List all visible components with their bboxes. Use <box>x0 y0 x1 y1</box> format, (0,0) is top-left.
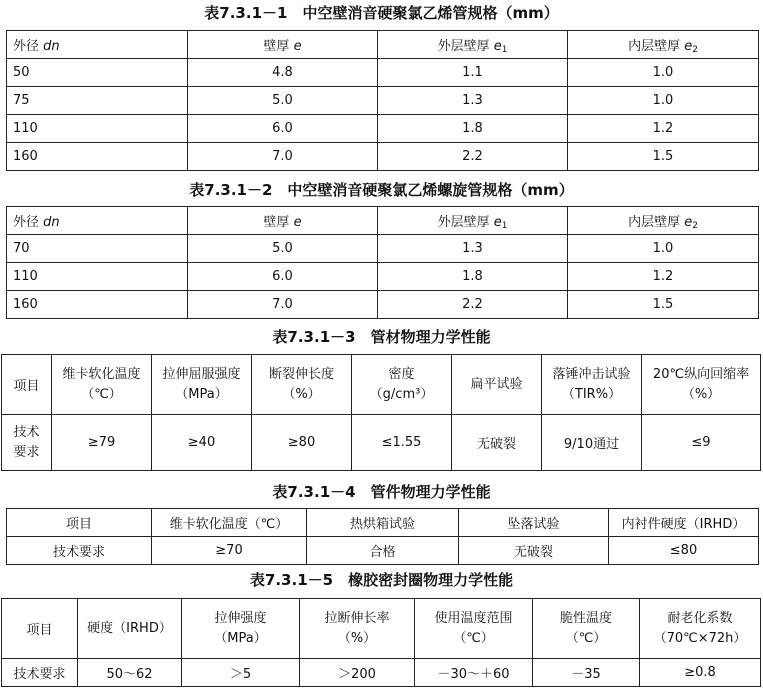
header-temperature-range: 使用温度范围 （℃） <box>415 599 533 659</box>
table-cell: ≥70 <box>152 537 307 565</box>
table-4 <box>6 508 759 565</box>
header-tensile-strength: 拉伸强度 （MPa） <box>182 599 300 659</box>
header-vicat-softening: 维卡软化温度 （℃） <box>52 355 152 415</box>
header-inner-layer-thickness: 内层壁厚 $e_2$ <box>568 207 759 235</box>
header-outer-diameter: 外径 dn <box>7 207 188 235</box>
table-row <box>2 659 761 687</box>
table-cell: 1.0 <box>568 87 759 115</box>
header-outer-layer-thickness: 外层壁厚 $e_1$ <box>378 207 568 235</box>
table-row <box>7 59 759 87</box>
table-4-caption: 表7.3.1－4 管件物理力学性能 <box>272 483 491 501</box>
table-cell: 1.8 <box>378 115 568 143</box>
table-cell: 160 <box>7 143 188 171</box>
table-cell: 7.0 <box>188 291 378 319</box>
header-inner-layer-thickness: 内层壁厚 $e_2$ <box>568 31 759 59</box>
row-label-item: 项目 <box>2 355 52 415</box>
table-1-header-row <box>7 31 759 59</box>
table-cell: 110 <box>7 115 188 143</box>
table-cell: 1.2 <box>568 115 759 143</box>
table-cell: 50 <box>7 59 188 87</box>
table-2 <box>6 206 759 319</box>
table-cell: 5.0 <box>188 87 378 115</box>
table-cell: 1.2 <box>568 263 759 291</box>
table-3-caption: 表7.3.1－3 管材物理力学性能 <box>272 328 491 346</box>
table-cell: ≥80 <box>252 415 352 471</box>
header-wall-thickness: 壁厚 e <box>188 207 378 235</box>
table-cell: 无破裂 <box>452 415 542 471</box>
table-cell: 2.2 <box>378 291 568 319</box>
header-elongation: 断裂伸长度 （%） <box>252 355 352 415</box>
table-cell: 4.8 <box>188 59 378 87</box>
header-drop-hammer: 落锤冲击试验 （TIR%） <box>542 355 642 415</box>
row-label-requirement: 技术要求 <box>2 659 78 687</box>
table-1 <box>6 30 759 171</box>
table-cell: 9/10通过 <box>542 415 642 471</box>
table-cell: ≤80 <box>609 537 759 565</box>
table-2-header-row <box>7 207 759 235</box>
header-aging-coefficient: 耐老化系数 （70℃×72h） <box>640 599 761 659</box>
table-cell: ＞200 <box>300 659 415 687</box>
table-row <box>7 263 759 291</box>
table-cell: ＞5 <box>182 659 300 687</box>
header-wall-thickness: 壁厚 e <box>188 31 378 59</box>
table-3-header-row <box>2 355 761 415</box>
table-5-caption: 表7.3.1－5 橡胶密封圈物理力学性能 <box>249 571 514 589</box>
row-label-requirement: 技术 要求 <box>2 415 52 471</box>
table-cell: 6.0 <box>188 263 378 291</box>
table-cell: 7.0 <box>188 143 378 171</box>
table-row <box>7 143 759 171</box>
table-cell: 1.5 <box>568 291 759 319</box>
table-cell: ≤1.55 <box>352 415 452 471</box>
table-cell: 1.0 <box>568 235 759 263</box>
row-label-item: 项目 <box>2 599 78 659</box>
table-4-header-row <box>7 509 759 537</box>
table-cell: －35 <box>533 659 640 687</box>
header-flattening-test: 扁平试验 <box>452 355 542 415</box>
table-cell: ≤9 <box>642 415 761 471</box>
table-cell: 1.5 <box>568 143 759 171</box>
table-cell: 1.3 <box>378 87 568 115</box>
header-shrinkage: 20℃纵向回缩率 （%） <box>642 355 761 415</box>
table-cell: ≥40 <box>152 415 252 471</box>
table-cell: 5.0 <box>188 235 378 263</box>
table-cell: 1.8 <box>378 263 568 291</box>
table-cell: 1.1 <box>378 59 568 87</box>
header-drop-test: 坠落试验 <box>459 509 609 537</box>
header-vicat-softening: 维卡软化温度（℃） <box>152 509 307 537</box>
table-cell: 合格 <box>307 537 459 565</box>
table-1-caption: 表7.3.1－1 中空壁消音硬聚氯乙烯管规格（mm） <box>204 4 559 22</box>
table-cell: －30～＋60 <box>415 659 533 687</box>
header-tensile-yield: 拉伸屈服强度 （MPa） <box>152 355 252 415</box>
table-5 <box>1 598 761 687</box>
header-lining-hardness: 内衬件硬度（IRHD） <box>609 509 759 537</box>
row-label-requirement: 技术要求 <box>7 537 152 565</box>
table-2-caption: 表7.3.1－2 中空壁消音硬聚氯乙烯螺旋管规格（mm） <box>189 181 574 199</box>
table-cell: 2.2 <box>378 143 568 171</box>
table-cell: 1.0 <box>568 59 759 87</box>
header-hardness: 硬度（IRHD） <box>78 599 182 659</box>
table-5-header-row <box>2 599 761 659</box>
table-cell: 75 <box>7 87 188 115</box>
table-row <box>7 115 759 143</box>
table-cell: 70 <box>7 235 188 263</box>
table-cell: ≥79 <box>52 415 152 471</box>
table-row <box>7 291 759 319</box>
header-outer-layer-thickness: 外层壁厚 $e_1$ <box>378 31 568 59</box>
table-cell: 1.3 <box>378 235 568 263</box>
table-row <box>7 235 759 263</box>
table-cell: 无破裂 <box>459 537 609 565</box>
row-label-item: 项目 <box>7 509 152 537</box>
table-row <box>7 87 759 115</box>
table-cell: 160 <box>7 291 188 319</box>
table-cell: 110 <box>7 263 188 291</box>
table-cell: 50～62 <box>78 659 182 687</box>
header-outer-diameter: 外径 dn <box>7 31 188 59</box>
table-row <box>2 415 761 471</box>
table-3 <box>1 354 761 471</box>
table-row <box>7 537 759 565</box>
header-density: 密度 （g/cm³） <box>352 355 452 415</box>
header-break-elongation: 拉断伸长率 （%） <box>300 599 415 659</box>
table-cell: 6.0 <box>188 115 378 143</box>
header-brittle-temperature: 脆性温度 （℃） <box>533 599 640 659</box>
table-cell: ≥0.8 <box>640 659 761 687</box>
header-oven-test: 热烘箱试验 <box>307 509 459 537</box>
